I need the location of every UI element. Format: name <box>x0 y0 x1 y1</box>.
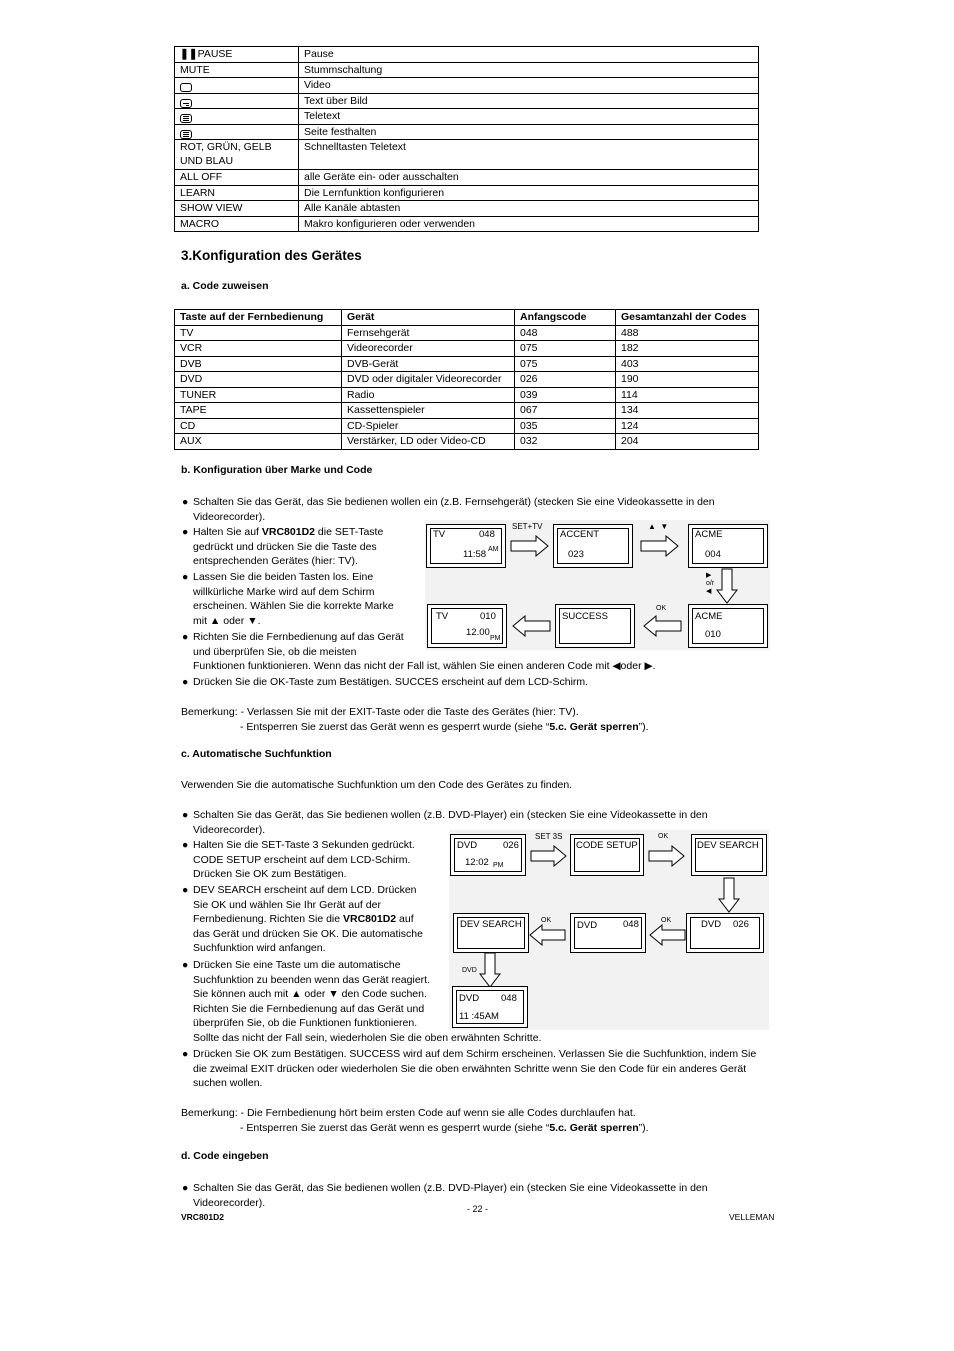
lcd-display: DEV SEARCH <box>453 913 529 953</box>
paragraph: Verwenden Sie die automatische Suchfunktion um den Code des Gerätes zu finden. <box>181 779 573 791</box>
table-row: MUTE Stummschaltung <box>175 62 759 78</box>
note: Bemerkung: - Verlassen Sie mit der EXIT-Taste oder die Taste des Gerätes (hier: TV). - Entsperren Sie zuerst das Gerät wenn es gesperrt wurde (siehe “5.c. Gerät sperren”). <box>181 706 649 733</box>
list-item: ● Drücken Sie OK zum Bestätigen. SUCCESS wird auf dem Schirm erscheinen. Verlassen Sie die Suchfunktion, indem Sie die zweimal EXIT drücken oder wiederholen Sie die oben erwähnten Schritte wenn Sie den Code für ein anderes Gerät suchen wollen. <box>182 1048 757 1090</box>
list-item: ● Halten Sie auf VRC801D2 die SET-Taste gedrückt und drücken Sie die Taste des entsprechenden Gerätes (hier: TV). <box>182 526 384 568</box>
arrow-down-icon <box>718 877 740 913</box>
hold-page-icon <box>180 130 192 139</box>
arrow-left-icon <box>642 615 682 637</box>
set-label: SET 3S <box>535 832 563 841</box>
teletext-icon <box>180 114 192 123</box>
table-row: MACRO Makro konfigurieren oder verwenden <box>175 216 759 232</box>
subsection-title-a: a. Code zuweisen <box>181 280 269 292</box>
ok-label: OK <box>541 917 552 924</box>
list-item: ● Schalten Sie das Gerät, das Sie bedienen wollen (z.B. DVD-Player) ein (stecken Sie eine Videokassette in den Videorecorder). <box>182 1182 708 1209</box>
arrow-down-icon <box>716 568 738 604</box>
footer-model: VRC801D2 <box>181 1212 224 1222</box>
up-down-keys-icon: ▲ ▼ <box>648 522 669 531</box>
lcd-display: DVD 048 <box>570 913 646 953</box>
lcd-display: DEV SEARCH <box>691 834 767 876</box>
list-item: ● Drücken Sie die OK-Taste zum Bestätigen. SUCCES erscheint auf dem LCD-Schirm. <box>182 676 589 688</box>
footer-brand: VELLEMAN <box>729 1212 775 1222</box>
table-row: DVB DVB-Gerät 075 403 <box>175 356 759 372</box>
table-row: Text über Bild <box>175 93 759 109</box>
arrow-right-icon <box>640 535 680 557</box>
key-function-table <box>174 46 759 232</box>
set-tv-label: SET+TV <box>512 522 543 531</box>
table-row: TUNER Radio 039 114 <box>175 387 759 403</box>
table-row: SHOW VIEW Alle Kanäle abtasten <box>175 201 759 217</box>
list-item: ● Lassen Sie die beiden Tasten los. Eine willkürliche Marke wird auf dem Schirm erscheinen. Wählen Sie die korrekte Marke mit ▲ oder ▼. <box>182 571 394 627</box>
table-row: ROT, GRÜN, GELB UND BLAU Schnelltasten Teletext <box>175 140 759 170</box>
lcd-display: ACME 004 <box>688 524 768 568</box>
right-triangle-icon: ▶ <box>644 660 653 673</box>
table-row: TV Fernsehgerät 048 488 <box>175 325 759 341</box>
table-header-row: Taste auf der Fernbedienung Gerät Anfangscode Gesamtanzahl der Codes <box>175 310 759 326</box>
section-title: 3.Konfiguration des Gerätes <box>181 248 362 263</box>
lcd-display: TV 048 11:58 AM <box>426 524 506 568</box>
down-triangle-icon: ▼ <box>328 988 339 1001</box>
arrow-right-icon <box>510 535 550 557</box>
table-row: AUX Verstärker, LD oder Video-CD 032 204 <box>175 434 759 450</box>
lcd-display: ACCENT 023 <box>553 524 633 568</box>
list-item: ● Drücken Sie eine Taste um die automatische Suchfunktion zu beenden wenn das Gerät reagiert. Sie können auch mit ▲ oder ▼ den Code suchen. Richten Sie die Fernbedienung auf das Gerät und überprüfen Sie, ob die Funktionen funktionieren. Sollte das nicht der Fall sein, wiederholen Sie die oben erwähnten Schritte. <box>182 959 542 1044</box>
arrow-right-icon <box>648 845 686 867</box>
lcd-display: SUCCESS <box>555 604 635 648</box>
left-triangle-icon: ◀ <box>612 660 621 673</box>
table-row: CD CD-Spieler 035 124 <box>175 418 759 434</box>
list-item: ● Richten Sie die Fernbedienung auf das Gerät und überprüfen Sie, ob die meisten Funktionen funktionieren. Wenn das nicht der Fall ist, wählen Sie einen anderen Code mit ◀oder ▶. <box>182 631 656 673</box>
arrow-down-icon <box>479 952 501 988</box>
lcd-display: ACME 010 <box>688 604 768 648</box>
ok-label: OK <box>656 605 667 612</box>
table-row: LEARN Die Lernfunktion konfigurieren <box>175 185 759 201</box>
arrow-right-icon <box>530 845 568 867</box>
table-row: Video <box>175 78 759 94</box>
up-triangle-icon: ▲ <box>209 614 221 627</box>
down-triangle-icon: ▼ <box>247 614 258 627</box>
dvd-label: DVD <box>462 967 477 974</box>
list-item: ● Schalten Sie das Gerät, das Sie bedienen wollen ein (z.B. Fernsehgerät) (stecken Sie eine Videokassette in den Videorecorder). <box>182 496 715 523</box>
list-item: ● DEV SEARCH erscheint auf dem LCD. Drücken Sie OK und wählen Sie Ihr Gerät auf der Fernbedienung. Richten Sie die VRC801D2 auf das Gerät und drücken Sie OK. Die automatische Suchfunktion wird anfangen. <box>182 884 423 955</box>
table-row: TAPE Kassettenspieler 067 134 <box>175 403 759 419</box>
list-item: ● Halten Sie die SET-Taste 3 Sekunden gedrückt. CODE SETUP erscheint auf dem LCD-Schirm. Drücken Sie OK zum Bestätigen. <box>182 839 415 881</box>
table-row: Teletext <box>175 109 759 125</box>
lcd-display: DVD 026 <box>686 913 764 953</box>
ok-label: OK <box>661 917 672 924</box>
text-over-picture-icon <box>180 99 192 108</box>
table-row: VCR Videorecorder 075 182 <box>175 341 759 357</box>
lcd-display: TV 010 12.00 PM <box>427 604 507 648</box>
code-table <box>174 309 759 450</box>
arrow-left-icon <box>511 615 551 637</box>
table-row: ALL OFF alle Geräte ein- oder ausschalten <box>175 170 759 186</box>
lcd-display: CODE SETUP <box>570 834 644 876</box>
subsection-title-b: b. Konfiguration über Marke und Code <box>181 464 373 476</box>
subsection-title-d: d. Code eingeben <box>181 1150 269 1162</box>
list-item: ● Schalten Sie das Gerät, das Sie bedienen wollen (z.B. DVD-Player) ein (stecken Sie eine Videokassette in den Videorecorder). <box>182 809 708 836</box>
tv-screen-icon <box>180 83 192 92</box>
arrow-left-icon <box>648 924 686 946</box>
left-right-keys-icon: ▶ o/r ◀ <box>706 572 715 595</box>
up-triangle-icon: ▲ <box>291 988 302 1001</box>
note: Bemerkung: - Die Fernbedienung hört beim ersten Code auf wenn sie alle Codes durchlaufen hat. - Entsperren Sie zuerst das Gerät wenn es gesperrt wurde (siehe “5.c. Gerät sperren”). <box>181 1107 649 1134</box>
lcd-display: DVD 048 11 :45AM <box>452 986 528 1028</box>
page-number: - 22 - <box>467 1204 489 1214</box>
table-row: ❚❚PAUSE Pause <box>175 47 759 63</box>
pause-icon: ❚❚ <box>180 48 198 60</box>
arrow-left-icon <box>528 924 566 946</box>
subsection-title-c: c. Automatische Suchfunktion <box>181 748 332 760</box>
table-row: DVD DVD oder digitaler Videorecorder 026 190 <box>175 372 759 388</box>
table-row: Seite festhalten <box>175 124 759 140</box>
ok-label: OK <box>658 833 669 840</box>
lcd-display: DVD 026 12:02 PM <box>450 834 526 876</box>
